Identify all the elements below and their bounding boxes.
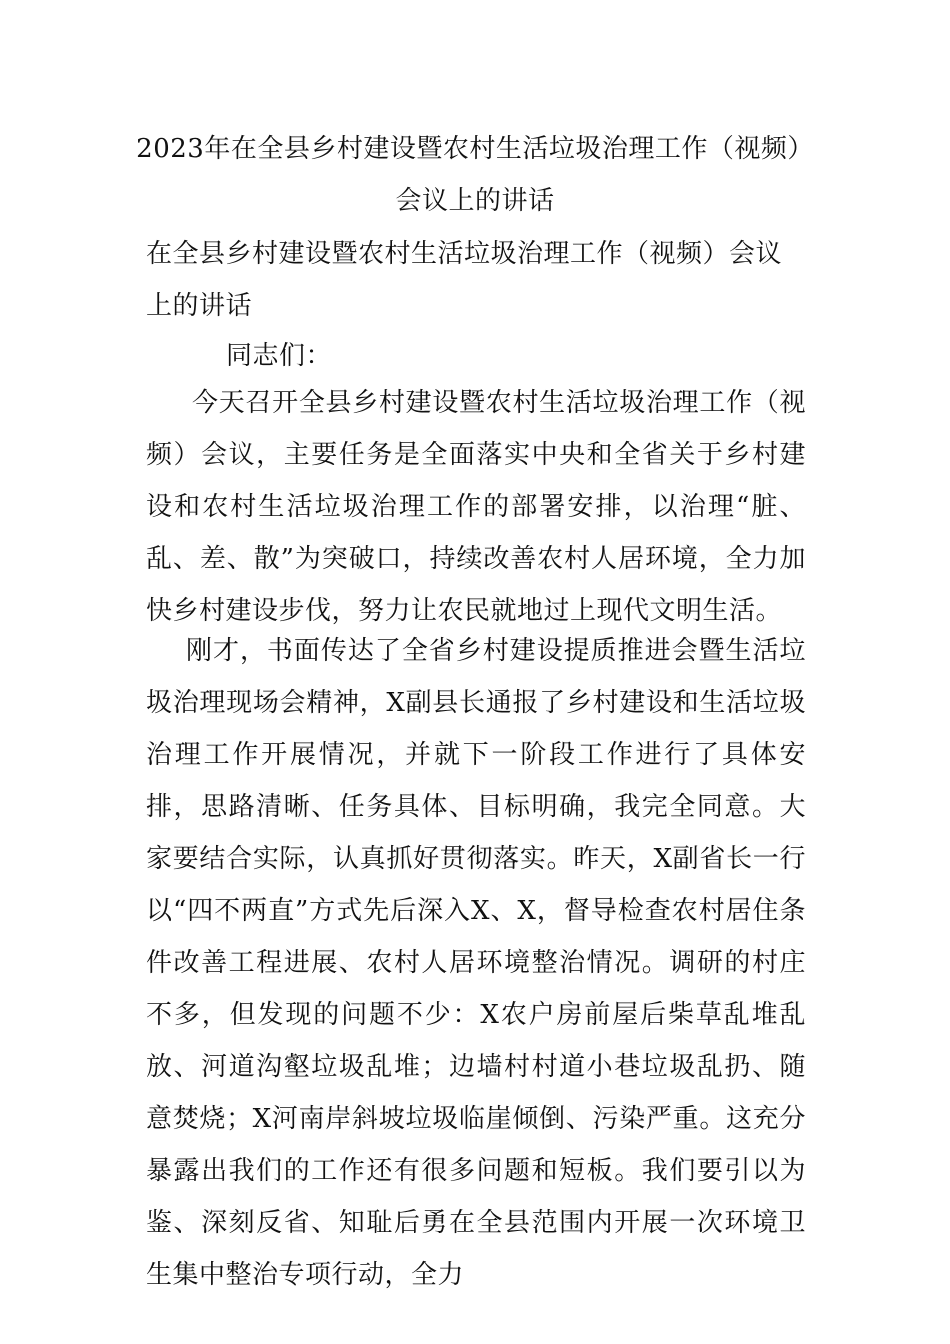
paragraph-1: 今天召开全县乡村建设暨农村生活垃圾治理工作（视频）会议，主要任务是全面落实中央和全省关于乡村建设和农村生活垃圾治理工作的部署安排，以治理“脏、乱、差、散”为突破口，持续改善农村人居环境，全力加快乡村建设步伐，努力让农民就地过上现代文明生活。 [146,388,806,626]
document-title: 2023年在全县乡村建设暨农村生活垃圾治理工作（视频）会议上的讲话 [136,134,814,216]
greeting: 同志们： [226,341,333,371]
document-subtitle: 在全县乡村建设暨农村生活垃圾治理工作（视频）会议上的讲话 [146,239,783,321]
paragraph-2: 刚才，书面传达了全省乡村建设提质推进会暨生活垃圾治理现场会精神，X副县长通报了乡村建设和生活垃圾治理工作开展情况，并就下一阶段工作进行了具体安排，思路清晰、任务具体、目标明确，我完全同意。大家要结合实际，认真抓好贯彻落实。昨天，X副省长一行以“四不两直”方式先后深入X、X，督导检查农村居住条件改善工程进展、农村人居环境整治情况。调研的村庄不多，但发现的问题不少：X农户房前屋后柴草乱堆乱放、河道沟壑垃圾乱堆；边墙村村道小巷垃圾乱扔、随意焚烧；X河南岸斜坡垃圾临崖倾倒、污染严重。这充分暴露出我们的工作还有很多问题和短板。我们要引以为鉴、深刻反省、知耻后勇在全县范围内开展一次环境卫生集中整治专项行动，全力 [146,636,806,1290]
